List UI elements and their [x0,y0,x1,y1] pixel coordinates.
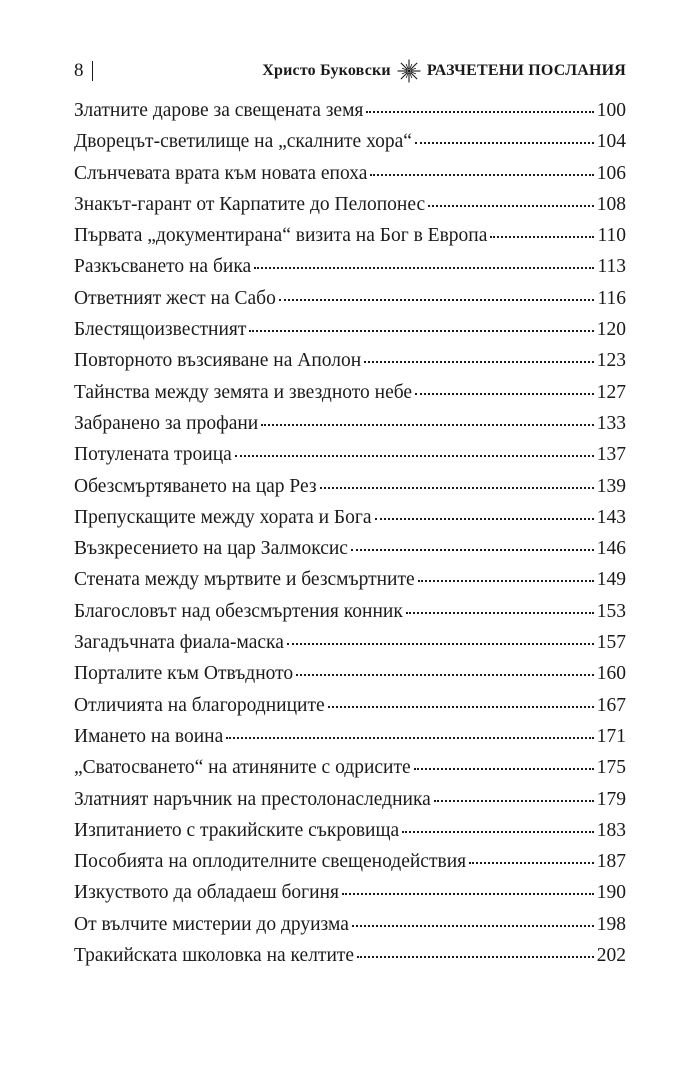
toc-entry [74,601,626,632]
toc-entry-page: 143 [596,506,626,528]
toc-entry-page: 153 [596,600,626,622]
toc-entry-title: Разкъсването на бика [74,256,252,278]
toc-entry-title: Порталите към Отвъдното [74,663,294,685]
toc-entry-page: 104 [596,131,626,153]
toc-entry-page: 113 [597,256,626,278]
toc-entry-title: Изкуството да обладаеш богиня [74,882,340,904]
toc-entry-page: 120 [596,319,626,341]
toc-entry-page: 123 [596,350,626,372]
toc-leader-dots [370,173,593,176]
toc-entry-title: Забранено за профани [74,412,259,434]
toc-entry-title: Златните дарове за свещената земя [74,100,364,121]
toc-entry [74,945,626,976]
toc-entry [74,319,626,350]
toc-entry [74,632,626,663]
toc-entry [74,882,626,913]
table-of-contents [74,100,626,976]
author-name: Христо Буковски [262,62,391,79]
toc-leader-dots [415,141,594,144]
toc-entry [74,507,626,538]
toc-leader-dots [415,392,594,395]
toc-entry [74,757,626,788]
toc-leader-dots [352,924,594,927]
toc-leader-dots [469,861,594,864]
toc-entry [74,476,626,507]
toc-entry [74,131,626,162]
page-header [74,58,626,84]
toc-entry-title: Потулената троица [74,444,232,466]
toc-entry [74,163,626,194]
toc-entry-title: „Сватосването“ на атиняните с одрисите [74,757,411,779]
toc-entry [74,100,626,131]
toc-entry-title: Пособията на оплодителните свещенодействия [74,851,467,873]
toc-entry-title: Слънчевата врата към новата епоха [74,162,368,184]
toc-entry [74,194,626,225]
toc-leader-dots [375,517,594,520]
toc-entry-page: 127 [596,381,626,403]
toc-entry-page: 137 [596,444,626,466]
toc-entry-title: Имането на воина [74,725,224,747]
toc-entry-page: 198 [596,913,626,935]
page-number: 8 [74,60,84,81]
toc-entry-title: Благословът над обезсмъртения конник [74,600,403,622]
toc-leader-dots [296,673,594,676]
toc-entry-page: 146 [596,538,626,560]
toc-entry-title: Тайнства между земята и звездното небе [74,381,413,403]
toc-leader-dots [418,579,594,582]
toc-leader-dots [328,705,594,708]
toc-entry [74,726,626,757]
toc-entry [74,914,626,945]
toc-entry-title: Знакът-гарант от Карпатите до Пелопонес [74,193,426,215]
toc-entry-page: 183 [596,819,626,841]
toc-entry [74,789,626,820]
toc-entry-page: 179 [596,788,626,810]
toc-entry-title: Златният наръчник на престолонаследника [74,788,431,810]
toc-entry-page: 149 [596,569,626,591]
toc-entry-page: 133 [596,412,626,434]
toc-entry [74,444,626,475]
toc-leader-dots [249,329,593,332]
running-head [262,59,626,83]
toc-entry-title: Ответният жест на Сабо [74,287,276,309]
toc-leader-dots [351,548,594,551]
toc-entry-page: 171 [596,725,626,747]
toc-leader-dots [226,736,594,739]
toc-leader-dots [406,611,594,614]
toc-entry-page: 167 [596,694,626,716]
toc-entry-page: 116 [597,287,626,309]
toc-leader-dots [364,360,594,363]
toc-entry-page: 157 [596,632,626,654]
toc-entry [74,288,626,319]
toc-entry [74,256,626,287]
toc-entry-title: Препускащите между хората и Бога [74,506,372,528]
toc-entry-page: 106 [596,162,626,184]
toc-entry-title: Блестящоизвестният [74,319,247,341]
sunburst-star-icon [397,59,421,83]
toc-leader-dots [366,110,593,113]
toc-entry-page: 175 [596,757,626,779]
toc-entry [74,225,626,256]
toc-leader-dots [287,642,594,645]
toc-entry-page: 139 [596,475,626,497]
toc-leader-dots [402,830,594,833]
toc-leader-dots [235,454,594,457]
toc-entry-title: Изпитанието с тракийските съкровища [74,819,400,841]
toc-entry-title: Стената между мъртвите и безсмъртните [74,569,415,591]
toc-leader-dots [357,955,594,958]
toc-entry-page: 202 [596,945,626,967]
toc-leader-dots [279,298,595,301]
toc-entry [74,820,626,851]
toc-entry-title: Възкресението на цар Залмоксис [74,538,348,560]
toc-entry-title: Загадъчната фиала-маска [74,632,284,654]
toc-entry-page: 100 [596,100,626,121]
toc-entry-page: 190 [596,882,626,904]
toc-leader-dots [261,423,594,426]
book-title: РАЗЧЕТЕНИ ПОСЛАНИЯ [426,62,626,79]
toc-entry-page: 160 [596,663,626,685]
toc-entry-page: 110 [597,225,626,247]
toc-entry [74,382,626,413]
toc-entry-page: 108 [596,193,626,215]
toc-leader-dots [254,266,594,269]
page-number-divider [92,61,94,81]
toc-leader-dots [320,486,594,489]
toc-leader-dots [414,767,594,770]
toc-entry [74,695,626,726]
toc-entry-title: Отличията на благородниците [74,694,325,716]
toc-entry [74,569,626,600]
page-number-block [74,60,93,82]
toc-entry [74,851,626,882]
toc-entry [74,538,626,569]
toc-entry [74,350,626,381]
toc-entry-title: Повторното възсияване на Аполон [74,350,362,372]
toc-entry-title: От вълчите мистерии до друизма [74,913,349,935]
toc-entry-page: 187 [596,851,626,873]
toc-entry [74,663,626,694]
toc-leader-dots [490,235,594,238]
toc-leader-dots [342,892,594,895]
toc-entry-title: Обезсмъртяването на цар Рез [74,475,317,497]
toc-entry-title: Дворецът-светилище на „скалните хора“ [74,131,412,153]
toc-entry-title: Тракийската школовка на келтите [74,945,355,967]
toc-leader-dots [434,799,594,802]
toc-entry [74,413,626,444]
toc-leader-dots [428,204,594,207]
toc-entry-title: Първата „документирана“ визита на Бог в Европа [74,225,488,247]
